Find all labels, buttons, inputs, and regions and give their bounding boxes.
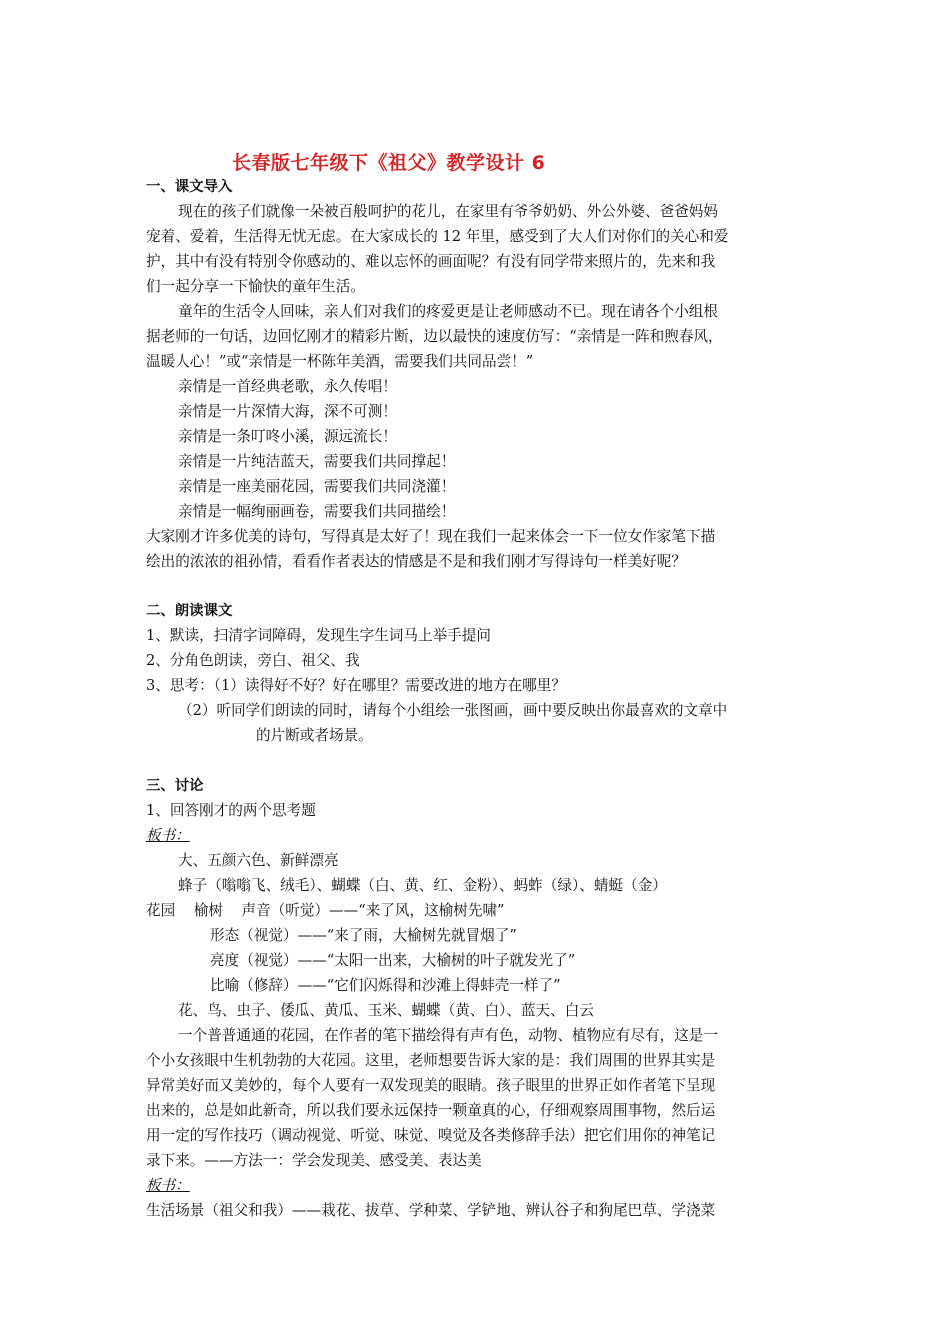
list-item: 2、分角色朗读，旁白、祖父、我 — [146, 652, 360, 669]
list-item: 3、思考：（1）读得好不好？好在哪里？需要改进的地方在哪里？ — [146, 677, 566, 694]
list-item: 1、默读，扫清字词障碍，发现生字生词马上举手提问 — [146, 627, 491, 644]
list-sub-item: （2）听同学们朗读的同时，请每个小组绘一张图画，画中要反映出你最喜欢的文章中 — [178, 702, 728, 719]
paragraph-line: 童年的生活令人回味，亲人们对我们的疼爱更是让老师感动不已。现在请各个小组根 — [178, 303, 718, 320]
example-line: 亲情是一幅绚丽画卷，需要我们共同描绘！ — [178, 503, 456, 520]
paragraph-line: 一个普普通通的花园，在作者的笔下描绘得有声有色，动物、植物应有尽有，这是一 — [178, 1027, 718, 1044]
paragraph-line: 们一起分享一下愉快的童年生活。 — [146, 278, 365, 295]
list-item: 1、回答刚才的两个思考题 — [146, 802, 316, 819]
page-title: 长春版七年级下《祖父》教学设计 6 — [232, 152, 546, 174]
paragraph-line: 用一定的写作技巧（调动视觉、听觉、味觉、嗅觉及各类修辞手法）把它们用你的神笔记 — [146, 1127, 716, 1144]
example-line: 亲情是一首经典老歌，永久传唱！ — [178, 378, 397, 395]
example-line: 亲情是一片深情大海，深不可测！ — [178, 403, 397, 420]
paragraph-line: 温暖人心！”或“亲情是一杯陈年美酒，需要我们共同品尝！” — [146, 353, 534, 370]
board-line: 亮度（视觉）——“太阳一出来，大榆树的叶子就发光了” — [210, 952, 576, 969]
list-sub-item: 的片断或者场景。 — [256, 727, 373, 744]
example-line: 亲情是一条叮咚小溪，源远流长！ — [178, 428, 397, 445]
paragraph-line: 个小女孩眼中生机勃勃的大花园。这里，老师想要告诉大家的是：我们周围的世界其实是 — [146, 1052, 716, 1069]
board-label: 板书： — [146, 1177, 190, 1194]
section-heading-intro: 一、课文导入 — [146, 179, 233, 195]
board-line: 蜂子（嗡嗡飞、绒毛）、蝴蝶（白、黄、红、金粉）、蚂蚱（绿）、蜻蜓（金） — [178, 877, 667, 894]
paragraph-line: 绘出的浓浓的祖孙情，看看作者表达的情感是不是和我们刚才写得诗句一样美好呢？ — [146, 553, 686, 570]
paragraph-line: 护，其中有没有特别令你感动的、难以忘怀的画面呢？有没有同学带来照片的，先来和我 — [146, 253, 716, 270]
board-line: 花园 榆树 声音（听觉）——“来了风，这榆树先啸” — [146, 902, 505, 919]
paragraph-line: 大家刚才许多优美的诗句，写得真是太好了！现在我们一起来体会一下一位女作家笔下描 — [146, 528, 716, 545]
board-line: 花、鸟、虫子、倭瓜、黄瓜、玉米、蝴蝶（黄、白）、蓝天、白云 — [178, 1002, 594, 1019]
board-line: 大、五颜六色、新鲜漂亮 — [178, 852, 339, 869]
paragraph-line: 出来的，总是如此新奇，所以我们要永远保持一颗童真的心，仔细观察周围事物，然后运 — [146, 1102, 716, 1119]
example-line: 亲情是一座美丽花园，需要我们共同浇灌！ — [178, 478, 456, 495]
board-line: 形态（视觉）——“来了雨，大榆树先就冒烟了” — [210, 927, 517, 944]
paragraph-line: 录下来。——方法一：学会发现美、感受美、表达美 — [146, 1152, 482, 1169]
paragraph-line: 现在的孩子们就像一朵被百般呵护的花儿，在家里有爷爷奶奶、外公外婆、爸爸妈妈 — [178, 203, 718, 220]
board-label: 板书： — [146, 827, 190, 844]
section-heading-reading: 二、朗读课文 — [146, 603, 233, 619]
paragraph-line: 据老师的一句话，边回忆刚才的精彩片断，边以最快的速度仿写：“亲情是一阵和煦春风， — [146, 328, 723, 345]
paragraph-line: 宠着、爱着，生活得无忧无虑。在大家成长的 12 年里，感受到了大人们对你们的关心和爱 — [146, 228, 729, 245]
section-heading-discussion: 三、讨论 — [146, 778, 204, 794]
board-line: 比喻（修辞）——“它们闪烁得和沙滩上得蚌壳一样了” — [210, 977, 561, 994]
paragraph-line: 异常美好而又美妙的，每个人要有一双发现美的眼睛。孩子眼里的世界正如作者笔下呈现 — [146, 1077, 716, 1094]
paragraph-line: 生活场景（祖父和我）——栽花、拔草、学种菜、学铲地、辨认谷子和狗尾巴草、学浇菜 — [146, 1202, 716, 1219]
example-line: 亲情是一片纯洁蓝天，需要我们共同撑起！ — [178, 453, 456, 470]
